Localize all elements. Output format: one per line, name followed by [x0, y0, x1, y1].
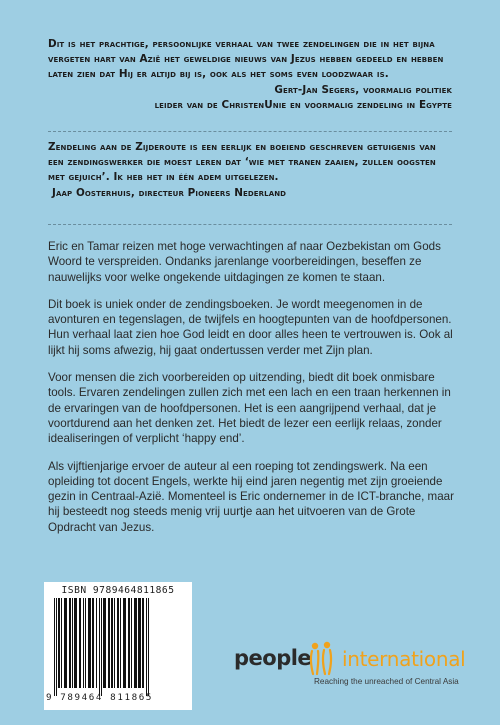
blurb-paragraph: Eric en Tamar reizen met hoge verwachtingen af naar Oezbekistan om Gods Woord te verspreiden. Ondanks jarenlange voorbereidingen, beseffen ze nauwelijks voor welke ongekende uitdagingen ze komen te staan. — [48, 240, 441, 284]
back-cover-blurb — [48, 239, 456, 547]
barcode-bar — [108, 598, 110, 688]
barcode-bar — [92, 598, 94, 688]
barcode-bar — [123, 598, 126, 688]
barcode-bar — [146, 598, 147, 696]
barcode-bar — [64, 598, 67, 688]
barcode-bar — [85, 598, 86, 688]
blurb-paragraph: Voor mensen die zich voorbereiden op uitzending, biedt dit boek onmisbare tools. Ervaren zendelingen zullen zich met een lach en een traan herkennen in de ervaringen van de hoofdpersonen. Het is een aangrijpend verhaal, dat je voortdurend aan het denken zet. Het biedt de lezer een eerlijk relaas, zonder idealiseringen of verplicht ‘happy end’. — [48, 371, 451, 446]
barcode-bar — [72, 598, 73, 688]
barcode-bar — [148, 598, 149, 696]
barcode-bar — [79, 598, 81, 688]
barcode-bar — [117, 598, 119, 688]
blurb-paragraph: Dit boek is uniek onder de zendingsboeken. Je wordt meegenomen in de avonturen en tegenslagen, de twijfels en hoogtepunten van de hoofdpersonen. Hun verhaal laat zien hoe God leidt en door alles heen te vertrouwen is. Ook al lijkt hij soms afwezig, hij gaat ondertussen verder met Zijn plan. — [48, 297, 453, 357]
barcode-bar — [101, 598, 102, 696]
barcode-bar — [111, 598, 113, 688]
barcode-bar — [99, 598, 100, 696]
isbn-label: ISBN 9789464811865 — [61, 585, 175, 596]
barcode-bar — [96, 598, 97, 688]
barcode-bar — [56, 598, 57, 696]
section-divider — [48, 224, 452, 225]
blurb-paragraph: Als vijftienjarige ervoer de auteur al een roeping tot zendingswerk. Na een opleiding tot docent Engels, werkte hij eind jaren negentig met zijn groeiende gezin in Centraal-Azië. Momenteel is Eric ondernemer in de ICT-branche, maar hij besteedt nog steeds menig vrij uurtje aan het uitvoeren van de Grote Opdracht van Jezus. — [48, 459, 454, 534]
barcode-bar — [103, 598, 106, 688]
endorsement-quote-2 — [48, 140, 452, 201]
quote-divider — [48, 131, 452, 132]
logo-international-word: international — [342, 647, 466, 671]
barcode-bar — [128, 598, 130, 688]
barcode-bar — [138, 598, 141, 688]
endorsement-quote-1-text: Dit is het prachtige, persoonlijke verhaal van twee zendelingen die in het bijna vergeten hart van Azië het geweldige nieuws van Jezus hebben gedeeld en hebben laten zien dat Hij er altijd bij is, ook als het soms even loodzwaar is. — [48, 38, 444, 81]
barcode-bar — [120, 598, 121, 688]
barcode-bars — [54, 598, 182, 696]
barcode-bar — [88, 598, 91, 688]
endorsement-quote-1-attribution-line-2: leider van de ChristenUnie en voormalig zendeling in Egypte — [154, 98, 452, 111]
people-figures-icon — [306, 640, 340, 676]
barcode-bar — [114, 598, 115, 688]
barcode-bar — [83, 598, 84, 688]
logo-people-word: people — [234, 646, 312, 670]
barcode-bar — [142, 598, 144, 688]
endorsement-quote-1-attribution-line-1: Gert-Jan Segers, voormalig politiek — [274, 83, 452, 96]
endorsement-quote-2-text: Zendeling aan de Zijderoute is een eerlijk en boeiend geschreven getuigenis van een zendingswerker die moest leren dat ‘wie met tranen zaaien, zullen oogsten met gejuich’. Ik heb het in één adem uitgelezen. — [48, 141, 436, 184]
publisher-logo — [234, 640, 464, 700]
endorsement-quote-2-attribution: Jaap Oosterhuis, directeur Pioneers Nederland — [52, 186, 287, 199]
barcode-bar — [61, 598, 62, 688]
barcode-bar — [131, 598, 132, 688]
barcode-bar — [58, 598, 60, 688]
isbn-digits: 9 789464 811865 — [46, 692, 153, 703]
barcode-bar — [54, 598, 55, 696]
logo-tagline: Reaching the unreached of Central Asia — [314, 677, 459, 686]
barcode-bar — [74, 598, 77, 688]
barcode-bar — [69, 598, 71, 688]
isbn-barcode — [44, 582, 192, 710]
barcode-bar — [134, 598, 137, 688]
endorsement-quote-1 — [48, 37, 452, 113]
